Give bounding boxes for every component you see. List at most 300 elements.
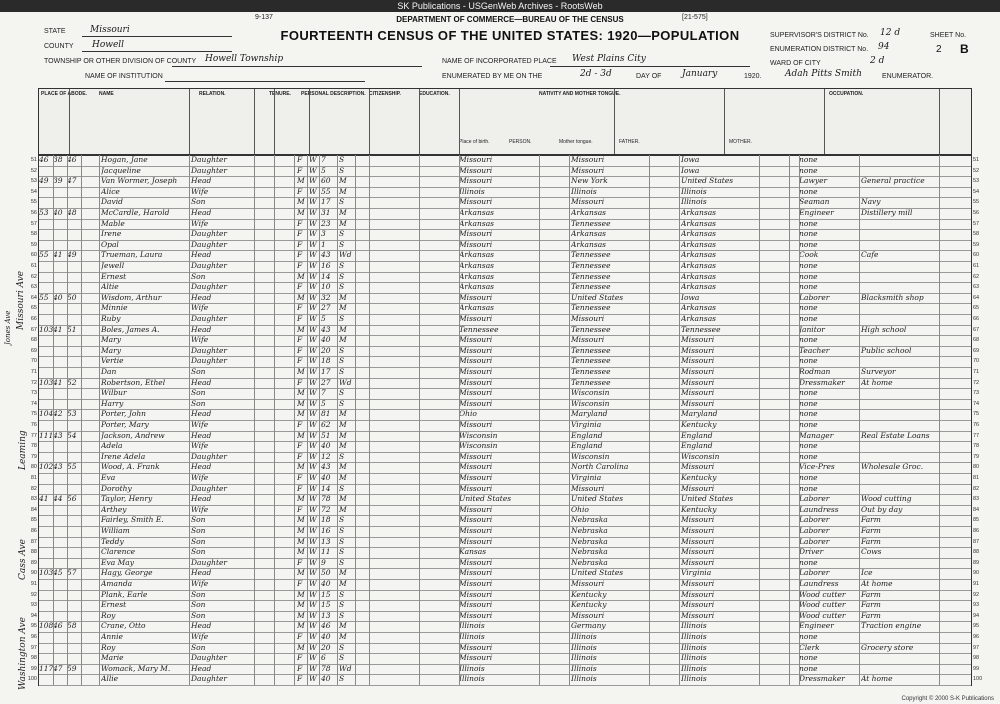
cell-birth: Wisconsin xyxy=(459,430,498,440)
cell-sex: F xyxy=(297,441,303,451)
cell-birth: Missouri xyxy=(459,398,493,408)
cell-ind: Farm xyxy=(861,610,881,620)
cell-mb: Illinois xyxy=(681,632,707,641)
cell-birth: Missouri xyxy=(459,504,493,514)
column-header: TENURE. xyxy=(269,91,291,97)
cell-birth: Missouri xyxy=(459,165,493,175)
cell-age: 7 xyxy=(321,155,326,164)
column-subheader: Mother tongue. xyxy=(559,139,593,145)
cell-ind: Ice xyxy=(861,568,873,578)
cell-ms: Wd xyxy=(339,377,352,387)
cell-occ: Lawyer xyxy=(799,176,828,186)
cell-fb: Arkansas xyxy=(571,239,607,249)
cell-fn: 49 xyxy=(67,250,77,260)
cell-occ: Laborer xyxy=(799,515,830,525)
cell-mb: Missouri xyxy=(681,547,715,557)
cell-sex: M xyxy=(297,642,305,652)
cell-ms: S xyxy=(339,536,345,546)
cell-race: W xyxy=(309,579,317,588)
cell-race: W xyxy=(309,441,317,451)
cell-fb: North Carolina xyxy=(571,462,629,472)
cell-age: 46 xyxy=(321,621,331,631)
cell-birth: United States xyxy=(459,494,512,504)
cell-rel: Daughter xyxy=(191,345,227,355)
line-number-right: 95 xyxy=(973,623,980,630)
cell-mb: Missouri xyxy=(681,589,715,599)
cell-fb: Tennessee xyxy=(571,271,611,281)
cell-birth: Illinois xyxy=(459,663,485,673)
cell-sex: M xyxy=(297,515,305,525)
line-number-right: 77 xyxy=(973,432,980,439)
cell-race: W xyxy=(309,526,317,535)
enumerated-label: ENUMERATED BY ME ON THE xyxy=(442,73,543,80)
cell-race: W xyxy=(309,303,317,313)
cell-sex: F xyxy=(297,303,303,313)
cell-ms: S xyxy=(339,515,345,525)
cell-race: W xyxy=(309,494,317,504)
cell-race: W xyxy=(309,409,317,419)
cell-occ: Cook xyxy=(799,250,819,260)
supervisor-district-label: SUPERVISOR'S DISTRICT No. xyxy=(770,32,869,39)
cell-fam: 38 xyxy=(53,155,63,164)
cell-rel: Head xyxy=(191,250,212,260)
cell-fam: 40 xyxy=(53,292,63,302)
cell-ms: S xyxy=(339,526,345,535)
cell-rel: Wife xyxy=(191,504,209,514)
cell-age: 6 xyxy=(321,653,326,663)
line-number-right: 58 xyxy=(973,231,980,238)
cell-dw: 41 xyxy=(39,494,49,504)
cell-sex: M xyxy=(297,208,305,217)
cell-occ: none xyxy=(799,218,818,228)
line-number-right: 78 xyxy=(973,443,980,450)
cell-age: 43 xyxy=(321,250,331,260)
cell-name: Plank, Earle xyxy=(101,589,148,599)
cell-birth: Missouri xyxy=(459,388,493,398)
cell-name: Robertson, Ethel xyxy=(101,377,166,387)
cell-mb: Missouri xyxy=(681,367,715,376)
cell-race: W xyxy=(309,589,317,599)
cell-occ: Laborer xyxy=(799,536,830,546)
cell-occ: none xyxy=(799,483,818,493)
cell-name: Irene Adela xyxy=(101,451,146,461)
state-value: Missouri xyxy=(90,25,130,35)
cell-race: W xyxy=(309,208,317,217)
cell-age: 5 xyxy=(321,314,326,323)
line-number-right: 84 xyxy=(973,506,980,513)
cell-occ: none xyxy=(799,155,818,164)
cell-occ: Manager xyxy=(799,430,834,440)
cell-race: W xyxy=(309,621,317,631)
cell-fb: Tennessee xyxy=(571,377,611,387)
cell-rel: Daughter xyxy=(191,165,227,175)
cell-age: 78 xyxy=(321,494,331,504)
cell-sex: M xyxy=(297,621,305,631)
line-number: 63 xyxy=(30,284,37,291)
cell-age: 27 xyxy=(321,377,331,387)
cell-occ: none xyxy=(799,314,818,323)
cell-ind: Traction engine xyxy=(861,621,922,631)
cell-ms: M xyxy=(339,218,347,228)
cell-mb: England xyxy=(681,430,713,440)
cell-name: Boles, James A. xyxy=(101,324,160,334)
cell-mb: Missouri xyxy=(681,515,715,525)
line-number-right: 81 xyxy=(973,475,980,481)
cell-occ: none xyxy=(799,388,818,398)
cell-rel: Head xyxy=(191,208,212,217)
cell-dw: 46 xyxy=(39,155,49,164)
cell-mb: Missouri xyxy=(681,335,715,345)
cell-ms: M xyxy=(339,621,347,631)
line-number: 90 xyxy=(30,570,37,577)
township-label: TOWNSHIP OR OTHER DIVISION OF COUNTY xyxy=(44,58,197,65)
cell-sex: F xyxy=(297,674,303,684)
cell-age: 43 xyxy=(321,462,331,472)
cell-name: Minnie xyxy=(101,303,128,313)
cell-fb: Missouri xyxy=(571,165,605,175)
cell-sex: F xyxy=(297,420,303,429)
cell-fb: Illinois xyxy=(571,186,597,196)
cell-mb: Arkansas xyxy=(681,239,717,249)
cell-sex: M xyxy=(297,610,305,620)
cell-race: W xyxy=(309,155,317,164)
cell-race: W xyxy=(309,345,317,355)
cell-ind: Surveyor xyxy=(861,367,896,376)
cell-ms: S xyxy=(339,356,345,366)
line-number: 82 xyxy=(30,485,37,492)
cell-age: 20 xyxy=(321,345,331,355)
cell-name: Porter, John xyxy=(101,409,147,419)
cell-birth: Arkansas xyxy=(459,208,495,217)
cell-birth: Missouri xyxy=(459,568,493,578)
line-number-right: 85 xyxy=(973,517,980,524)
cell-sex: F xyxy=(297,579,303,588)
cell-mb: Arkansas xyxy=(681,282,717,292)
line-number: 62 xyxy=(30,273,37,280)
cell-sex: M xyxy=(297,409,305,419)
cell-dw: 53 xyxy=(39,208,49,217)
cell-rel: Wife xyxy=(191,186,209,196)
line-number-right: 59 xyxy=(973,241,980,248)
cell-ms: M xyxy=(339,186,347,196)
cell-birth: Missouri xyxy=(459,515,493,525)
cell-birth: Arkansas xyxy=(459,261,495,270)
cell-ms: S xyxy=(339,642,345,652)
cell-rel: Son xyxy=(191,367,206,376)
column-subheader: FATHER. xyxy=(619,139,640,145)
line-number: 74 xyxy=(30,400,37,407)
cell-fam: 40 xyxy=(53,208,63,217)
cell-occ: Engineer xyxy=(799,621,834,631)
cell-rel: Son xyxy=(191,600,206,610)
line-number: 99 xyxy=(30,665,37,672)
cell-race: W xyxy=(309,674,317,684)
line-number-right: 52 xyxy=(973,167,980,174)
cell-fb: Tennessee xyxy=(571,356,611,366)
cell-rel: Son xyxy=(191,610,206,620)
cell-occ: none xyxy=(799,335,818,345)
cell-ind: Grocery store xyxy=(861,642,914,652)
cell-ms: S xyxy=(339,155,345,164)
cell-rel: Wife xyxy=(191,303,209,313)
cell-fb: Tennessee xyxy=(571,250,611,260)
cell-ms: M xyxy=(339,335,347,345)
cell-age: 40 xyxy=(321,335,331,345)
line-number: 100 xyxy=(27,676,37,683)
cell-fb: United States xyxy=(571,568,624,578)
margin-note-street-2: Cass Ave xyxy=(18,539,28,580)
cell-race: W xyxy=(309,653,317,663)
line-number: 70 xyxy=(30,358,37,365)
cell-ms: S xyxy=(339,653,345,663)
cell-age: 40 xyxy=(321,473,331,482)
cell-mb: Arkansas xyxy=(681,250,717,260)
cell-age: 72 xyxy=(321,504,331,514)
line-number-right: 66 xyxy=(973,316,980,322)
line-number-right: 51 xyxy=(973,157,980,163)
cell-race: W xyxy=(309,165,317,175)
line-number: 65 xyxy=(30,305,37,312)
cell-ms: M xyxy=(339,568,347,578)
cell-ind: Farm xyxy=(861,589,881,599)
line-number-right: 92 xyxy=(973,591,980,598)
sheet-no-label: SHEET No. xyxy=(930,32,967,39)
line-number-right: 82 xyxy=(973,485,980,492)
cell-ms: S xyxy=(339,229,345,239)
cell-ms: M xyxy=(339,494,347,504)
cell-mb: Illinois xyxy=(681,621,707,631)
cell-occ: Laundress xyxy=(799,504,839,514)
ward-label: WARD OF CITY xyxy=(770,60,821,67)
cell-sex: F xyxy=(297,229,303,239)
cell-age: 5 xyxy=(321,398,326,408)
cell-sex: M xyxy=(297,462,305,472)
cell-sex: F xyxy=(297,345,303,355)
cell-fam: 47 xyxy=(53,663,63,673)
column-header: NAME xyxy=(99,91,114,97)
cell-name: Mary xyxy=(101,335,121,345)
cell-age: 78 xyxy=(321,663,331,673)
cell-fn: 48 xyxy=(67,208,77,217)
cell-ind: Real Estate Loans xyxy=(861,430,930,440)
cell-rel: Daughter xyxy=(191,674,227,684)
cell-name: Trueman, Laura xyxy=(101,250,163,260)
cell-name: Taylor, Henry xyxy=(101,494,153,504)
line-number-right: 60 xyxy=(973,252,980,259)
cell-dw: 111 xyxy=(39,430,53,440)
cell-race: W xyxy=(309,398,317,408)
cell-rel: Wife xyxy=(191,335,209,345)
cell-ind: Distillery mill xyxy=(861,208,913,217)
cell-rel: Wife xyxy=(191,579,209,588)
cell-birth: Missouri xyxy=(459,239,493,249)
cell-race: W xyxy=(309,473,317,482)
cell-name: Crane, Otto xyxy=(101,621,146,631)
cell-mb: Illinois xyxy=(681,642,707,652)
cell-race: W xyxy=(309,451,317,461)
cell-fb: Tennessee xyxy=(571,282,611,292)
cell-name: Porter, Mary xyxy=(101,420,149,429)
cell-ind: At home xyxy=(861,674,893,684)
cell-sex: F xyxy=(297,218,303,228)
cell-name: Van Wormer, Joseph xyxy=(101,176,178,186)
cell-fam: 43 xyxy=(53,462,63,472)
cell-age: 51 xyxy=(321,430,331,440)
cell-mb: Arkansas xyxy=(681,261,717,270)
cell-name: Jewell xyxy=(101,261,125,270)
cell-fam: 41 xyxy=(53,250,63,260)
cell-mb: Arkansas xyxy=(681,229,717,239)
cell-occ: Laborer xyxy=(799,526,830,535)
margin-note-street-1: Missouri Ave xyxy=(16,270,26,330)
line-number-right: 96 xyxy=(973,634,980,640)
margin-note-street-3: Washington Ave xyxy=(18,617,28,690)
cell-ms: S xyxy=(339,345,345,355)
line-number-right: 98 xyxy=(973,655,980,662)
cell-fn: 51 xyxy=(67,324,77,334)
line-number-right: 88 xyxy=(973,549,980,556)
cell-rel: Daughter xyxy=(191,155,227,164)
cell-dw: 103 xyxy=(39,377,53,387)
sheet-number: 2 xyxy=(936,44,942,55)
cell-age: 55 xyxy=(321,186,331,196)
cell-ind: At home xyxy=(861,377,893,387)
cell-ms: M xyxy=(339,579,347,588)
cell-rel: Daughter xyxy=(191,356,227,366)
line-number-right: 75 xyxy=(973,411,980,418)
cell-ind: Out by day xyxy=(861,504,903,514)
cell-sex: M xyxy=(297,430,305,440)
cell-rel: Daughter xyxy=(191,483,227,493)
cell-rel: Wife xyxy=(191,441,209,451)
cell-race: W xyxy=(309,663,317,673)
cell-occ: none xyxy=(799,186,818,196)
line-number-right: 69 xyxy=(973,347,980,354)
cell-race: W xyxy=(309,229,317,239)
cell-fam: 41 xyxy=(53,324,63,334)
cell-age: 18 xyxy=(321,515,331,525)
cell-rel: Head xyxy=(191,663,212,673)
cell-fn: 47 xyxy=(67,176,77,186)
cell-fn: 58 xyxy=(67,621,77,631)
cell-race: W xyxy=(309,218,317,228)
cell-birth: Missouri xyxy=(459,292,493,302)
cell-race: W xyxy=(309,239,317,249)
line-number-right: 86 xyxy=(973,528,980,534)
column-header-block xyxy=(38,88,972,156)
line-number: 76 xyxy=(30,422,37,428)
county-label: COUNTY xyxy=(44,43,74,50)
cell-birth: Missouri xyxy=(459,600,493,610)
cell-race: W xyxy=(309,367,317,376)
line-number-right: 54 xyxy=(973,188,980,195)
cell-mb: Wisconsin xyxy=(681,451,720,461)
cell-race: W xyxy=(309,197,317,207)
cell-fb: Illinois xyxy=(571,674,597,684)
line-number-right: 73 xyxy=(973,390,980,397)
cell-occ: none xyxy=(799,409,818,419)
cell-occ: none xyxy=(799,229,818,239)
cell-occ: Wood cutter xyxy=(799,589,846,599)
cell-ind: High school xyxy=(861,324,907,334)
cell-ind: Cows xyxy=(861,547,882,557)
cell-fb: Tennessee xyxy=(571,261,611,270)
cell-sex: M xyxy=(297,526,305,535)
line-number: 59 xyxy=(30,241,37,248)
line-number: 66 xyxy=(30,316,37,322)
cell-birth: Missouri xyxy=(459,155,493,164)
cell-sex: M xyxy=(297,197,305,207)
cell-ms: S xyxy=(339,398,345,408)
cell-birth: Missouri xyxy=(459,526,493,535)
cell-fb: Nebraska xyxy=(571,557,608,567)
form-code: [21-575] xyxy=(682,14,708,21)
watermark-banner: SK Publications - USGenWeb Archives - RootsWeb xyxy=(0,0,1000,12)
cell-sex: F xyxy=(297,335,303,345)
cell-occ: none xyxy=(799,239,818,249)
cell-name: Jacqueline xyxy=(101,165,141,175)
line-number: 98 xyxy=(30,655,37,662)
cell-rel: Head xyxy=(191,568,212,578)
line-number: 86 xyxy=(30,528,37,534)
cell-birth: Missouri xyxy=(459,589,493,599)
cell-birth: Arkansas xyxy=(459,303,495,313)
cell-fb: Nebraska xyxy=(571,526,608,535)
cell-mb: Illinois xyxy=(681,186,707,196)
cell-rel: Daughter xyxy=(191,261,227,270)
cell-sex: F xyxy=(297,473,303,482)
enumeration-district-label: ENUMERATION DISTRICT No. xyxy=(770,46,869,53)
cell-ind: Wholesale Groc. xyxy=(861,462,924,472)
line-number-right: 71 xyxy=(973,369,980,375)
cell-ms: M xyxy=(339,303,347,313)
line-number-right: 79 xyxy=(973,453,980,460)
cell-mb: Missouri xyxy=(681,536,715,546)
cell-age: 17 xyxy=(321,197,331,207)
cell-name: Roy xyxy=(101,642,116,652)
cell-age: 1 xyxy=(321,239,326,249)
cell-fn: 54 xyxy=(67,430,77,440)
cell-age: 32 xyxy=(321,292,331,302)
cell-fn: 52 xyxy=(67,377,77,387)
cell-mb: United States xyxy=(681,176,734,186)
cell-rel: Daughter xyxy=(191,239,227,249)
cell-occ: Rodman xyxy=(799,367,831,376)
cell-race: W xyxy=(309,271,317,281)
margin-note-street-4: Leaming xyxy=(18,430,28,470)
county-value: Howell xyxy=(92,40,125,50)
cell-ind: Farm xyxy=(861,600,881,610)
cell-race: W xyxy=(309,483,317,493)
cell-occ: none xyxy=(799,398,818,408)
cell-rel: Son xyxy=(191,271,206,281)
column-header: OCCUPATION. xyxy=(829,91,864,97)
cell-occ: Wood cutter xyxy=(799,600,846,610)
cell-fb: Tennessee xyxy=(571,303,611,313)
line-number: 53 xyxy=(30,178,37,185)
cell-rel: Daughter xyxy=(191,282,227,292)
copyright-footer: Copyright © 2000 S-K Publications xyxy=(901,696,994,702)
cell-name: Opal xyxy=(101,239,119,249)
day-of-label: DAY OF xyxy=(636,73,662,80)
cell-name: Hogan, Jane xyxy=(101,155,148,164)
cell-rel: Wife xyxy=(191,218,209,228)
cell-sex: M xyxy=(297,367,305,376)
cell-birth: Kansas xyxy=(459,547,487,557)
cell-age: 3 xyxy=(321,229,326,239)
cell-fn: 57 xyxy=(67,568,77,578)
cell-sex: F xyxy=(297,282,303,292)
